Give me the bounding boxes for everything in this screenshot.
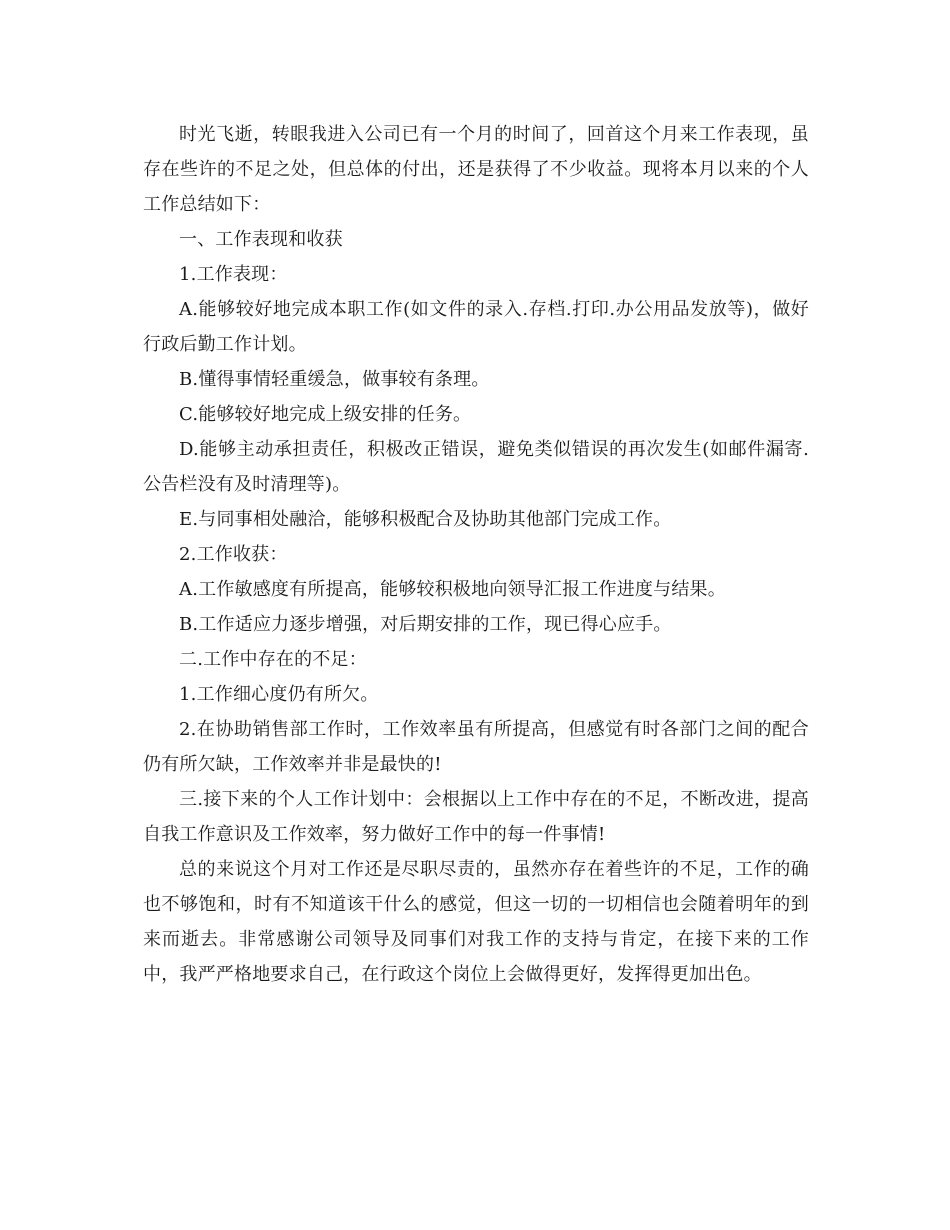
paragraph-intro: 时光飞逝，转眼我进入公司已有一个月的时间了，回首这个月来工作表现，虽存在些许的不足之处，但总体的付出，还是获得了不少收益。现将本月以来的个人工作总结如下： — [143, 124, 809, 215]
section-heading-next-plan: 三.接下来的个人工作计划中：会根据以上工作中存在的不足，不断改进，提高自我工作意识及工作效率，努力做好工作中的每一件事情! — [143, 789, 809, 845]
list-item-shortcoming-2: 2.在协助销售部工作时，工作效率虽有所提高，但感觉有时各部门之间的配合仍有所欠缺，工作效率并非是最快的! — [143, 719, 809, 775]
section-heading-shortcomings: 二.工作中存在的不足： — [179, 649, 367, 670]
subheading-work-performance: 1.工作表现： — [179, 264, 288, 285]
subheading-work-gains: 2.工作收获： — [179, 544, 288, 565]
list-item-performance-e: E.与同事相处融洽，能够积极配合及协助其他部门完成工作。 — [179, 509, 672, 530]
list-item-shortcoming-1: 1.工作细心度仍有所欠。 — [179, 684, 379, 705]
list-item-performance-a: A.能够较好地完成本职工作(如文件的录入.存档.打印.办公用品发放等)，做好行政后勤工作计划。 — [143, 299, 809, 355]
section-heading-performance-gains: 一、工作表现和收获 — [179, 229, 343, 250]
list-item-performance-d: D.能够主动承担责任，积极改正错误，避免类似错误的再次发生(如邮件漏寄.公告栏没有及时清理等)。 — [143, 439, 809, 495]
list-item-performance-b: B.懂得事情轻重缓急，做事较有条理。 — [179, 369, 490, 390]
paragraph-conclusion: 总的来说这个月对工作还是尽职尽责的，虽然亦存在着些许的不足，工作的确也不够饱和，时有不知道该干什么的感觉，但这一切的一切相信也会随着明年的到来而逝去。非常感谢公司领导及同事们对我工作的支持与肯定，在接下来的工作中，我严严格地要求自己，在行政这个岗位上会做得更好，发挥得更加出色。 — [143, 859, 809, 985]
list-item-gains-b: B.工作适应力逐步增强，对后期安排的工作，现已得心应手。 — [179, 614, 672, 635]
document-body — [143, 117, 809, 992]
list-item-gains-a: A.工作敏感度有所提高，能够较积极地向领导汇报工作进度与结果。 — [179, 579, 726, 600]
list-item-performance-c: C.能够较好地完成上级安排的任务。 — [179, 404, 472, 425]
